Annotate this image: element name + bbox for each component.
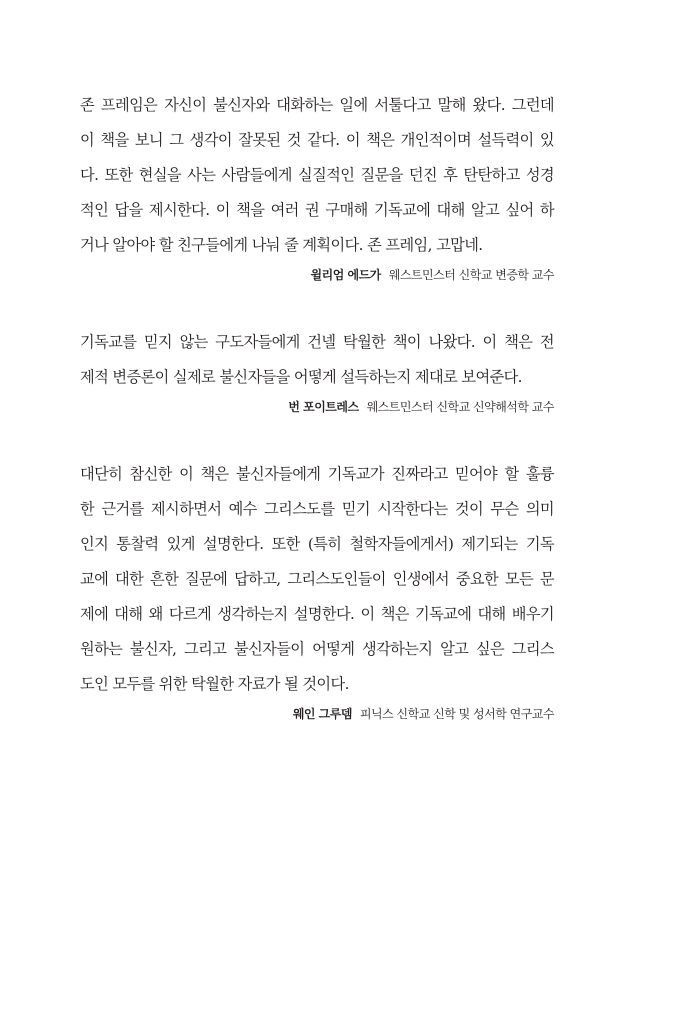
- quote-line: 기독교를 믿지 않는 구도자들에게 건넬 탁월한 책이 나왔다. 이 책은 전: [80, 333, 554, 351]
- quote-line: 거나 알아야 할 친구들에게 나눠 줄 계획이다. 존 프레임, 고맙네.: [80, 236, 483, 254]
- quote-line: 대단히 참신한 이 책은 불신자들에게 기독교가 진짜라고 믿어야 할 훌륭: [80, 465, 554, 483]
- endorsement-attribution: [80, 706, 554, 722]
- quote-line: 다. 또한 현실을 사는 사람들에게 실질적인 질문을 던진 후 탄탄하고 성경: [80, 166, 554, 184]
- quote-line: 원하는 불신자, 그리고 불신자들이 어떻게 생각하는지 알고 싶은 그리스: [80, 640, 554, 658]
- author-title: 피닉스 신학교 신학 및 성서학 연구교수: [359, 707, 554, 721]
- endorsement-attribution: [80, 399, 554, 415]
- endorsement-3: [80, 457, 554, 722]
- quote-line: 도인 모두를 위한 탁월한 자료가 될 것이다.: [80, 675, 349, 693]
- quote-line: 한 근거를 제시하면서 예수 그리스도를 믿기 시작한다는 것이 무슨 의미: [80, 500, 554, 518]
- quote-line: 교에 대한 흔한 질문에 답하고, 그리스도인들이 인생에서 중요한 모든 문: [80, 570, 554, 588]
- quote-line: 적인 답을 제시한다. 이 책을 여러 권 구매해 기독교에 대해 알고 싶어 하: [80, 201, 554, 219]
- quote-line: 존 프레임은 자신이 불신자와 대화하는 일에 서툴다고 말해 왔다. 그런데: [80, 96, 554, 114]
- quote-line: 제적 변증론이 실제로 불신자들을 어떻게 설득하는지 제대로 보여준다.: [80, 368, 522, 386]
- quote-line: 이 책을 보니 그 생각이 잘못된 것 같다. 이 책은 개인적이며 설득력이 있: [80, 131, 554, 149]
- endorsement-1: [80, 88, 554, 283]
- author-title: 웨스트민스터 신학교 변증학 교수: [388, 268, 554, 282]
- author-title: 웨스트민스터 신학교 신약해석학 교수: [366, 400, 554, 414]
- author-name: 웨인 그루뎀: [292, 707, 352, 721]
- author-name: 윌리엄 에드가: [310, 268, 381, 282]
- author-name: 번 포이트레스: [288, 400, 359, 414]
- endorsement-attribution: [80, 267, 554, 283]
- endorsement-2: [80, 325, 554, 415]
- quote-line: 인지 통찰력 있게 설명한다. 또한 (특히 철학자들에게서) 제기되는 기독: [80, 535, 554, 553]
- quote-line: 제에 대해 왜 다르게 생각하는지 설명한다. 이 책은 기독교에 대해 배우기: [80, 605, 554, 623]
